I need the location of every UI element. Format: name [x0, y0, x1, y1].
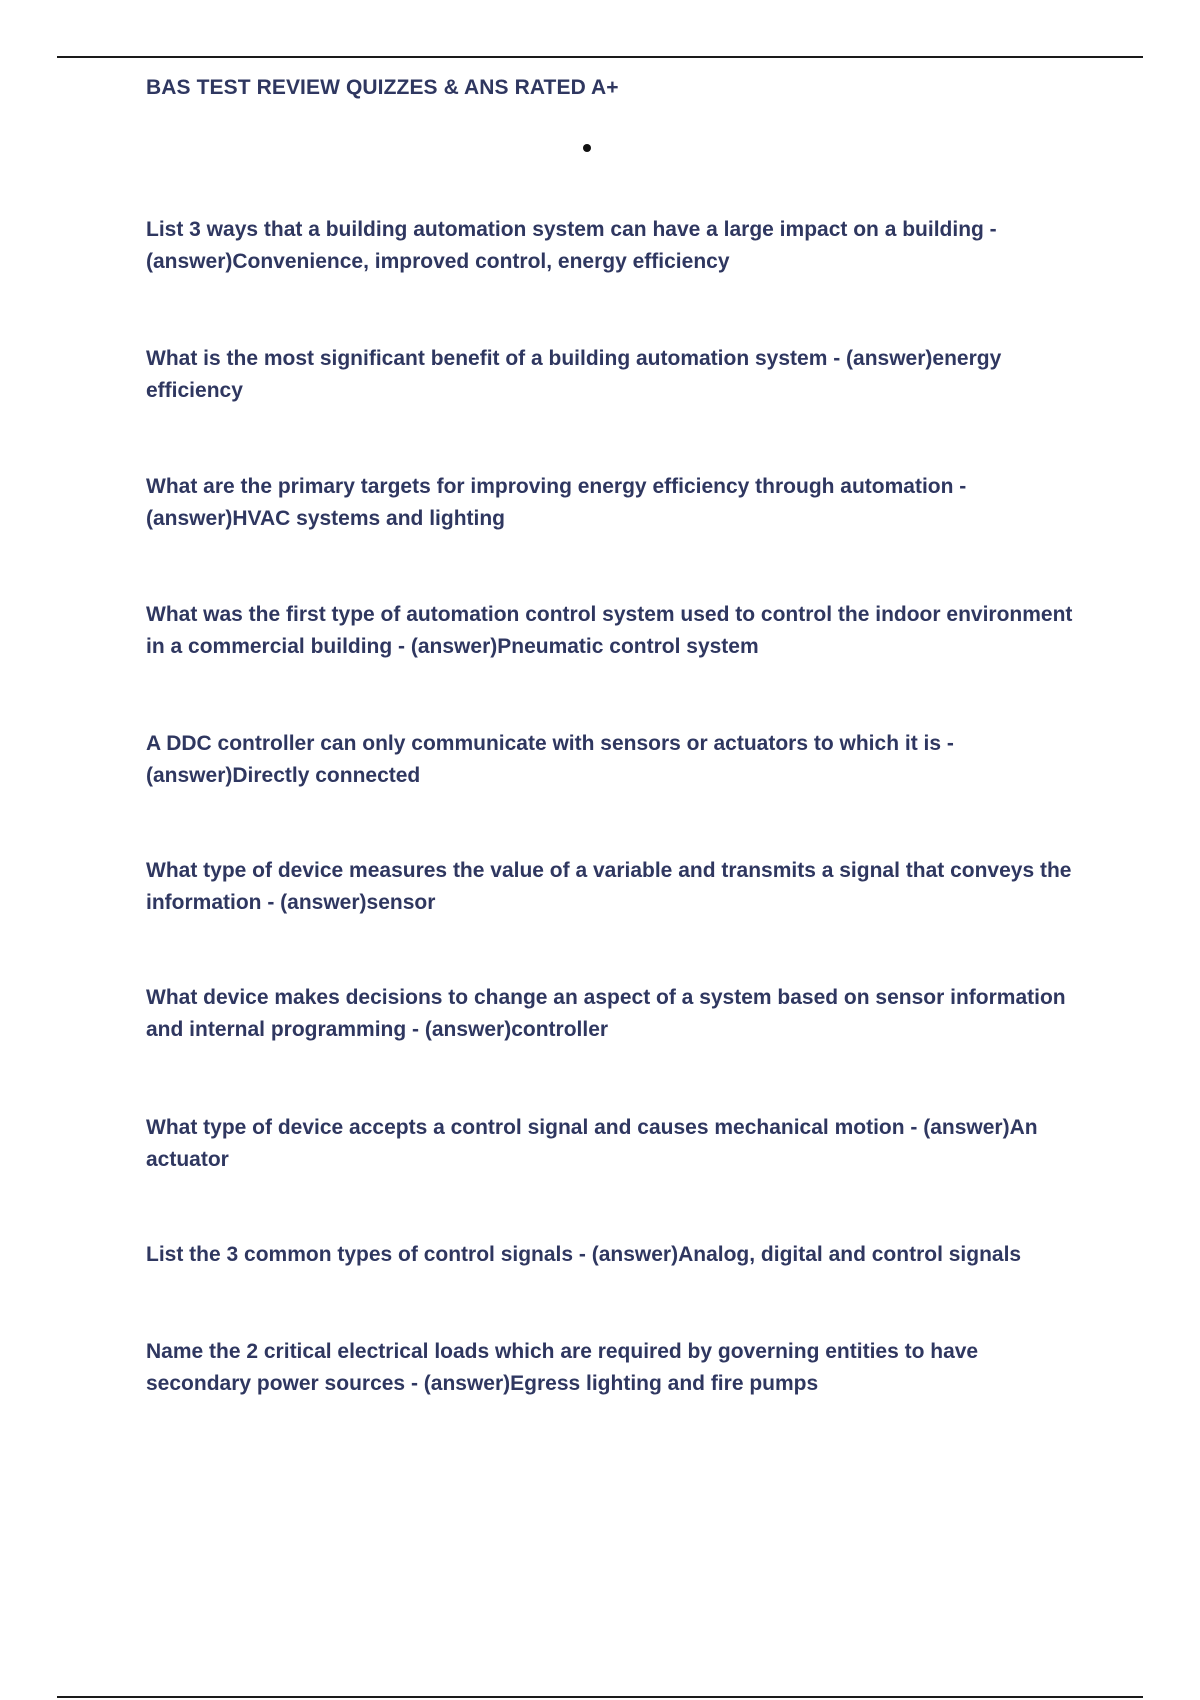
- qa-item: What device makes decisions to change an aspect of a system based on sensor information and internal programming - (answer)controller: [146, 986, 1066, 1041]
- qa-item: What was the first type of automation control system used to control the indoor environment in a commercial building - (answer)Pneumatic control system: [146, 603, 1073, 658]
- qa-item: Name the 2 critical electrical loads which are required by governing entities to have secondary power sources - (answer)Egress lighting and fire pumps: [146, 1340, 979, 1395]
- qa-item: What type of device accepts a control signal and causes mechanical motion - (answer)An actuator: [146, 1116, 1038, 1171]
- qa-item: What are the primary targets for improving energy efficiency through automation - (answer)HVAC systems and lighting: [146, 475, 967, 530]
- bottom-divider: [57, 1696, 1143, 1698]
- bullet-dot: [583, 144, 591, 152]
- top-divider: [57, 56, 1143, 58]
- qa-item: What type of device measures the value of a variable and transmits a signal that conveys the information - (answer)sensor: [146, 859, 1072, 914]
- document-title: BAS TEST REVIEW QUIZZES & ANS RATED A+: [146, 76, 619, 99]
- qa-item: A DDC controller can only communicate with sensors or actuators to which it is - (answer)Directly connected: [146, 732, 954, 787]
- qa-item: List 3 ways that a building automation system can have a large impact on a building - (answer)Convenience, improved control, energy efficiency: [146, 218, 997, 273]
- qa-item: List the 3 common types of control signals - (answer)Analog, digital and control signals: [146, 1243, 1022, 1266]
- qa-item: What is the most significant benefit of a building automation system - (answer)energy efficiency: [146, 347, 1002, 402]
